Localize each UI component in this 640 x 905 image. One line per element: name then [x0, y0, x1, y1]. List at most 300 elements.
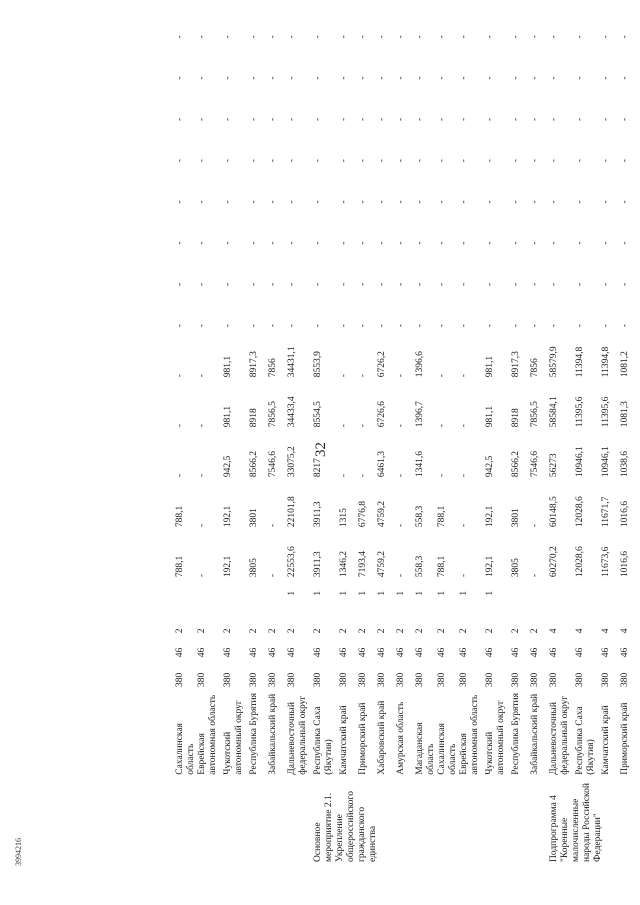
value-cell: - [358, 76, 368, 80]
value-cell: 34433,4 [287, 396, 297, 428]
value-cell: 10946,1 [601, 446, 611, 478]
value-cell: 1396,6 [415, 351, 425, 378]
table-row [223, 0, 249, 865]
value-cell: - [175, 241, 185, 245]
program-cell-empty [175, 778, 197, 865]
value-cell: - [287, 117, 297, 121]
value-cell: - [268, 35, 278, 39]
value-cell: - [485, 324, 495, 328]
value-cell: - [377, 200, 387, 204]
value-cell: 12028,6 [575, 496, 585, 528]
value-cell: 4759,2 [377, 550, 387, 578]
value-cell: - [396, 324, 406, 328]
value-cell: - [175, 35, 185, 39]
value-cell: - [396, 241, 406, 245]
value-cell: - [223, 35, 233, 39]
table-row [249, 0, 268, 865]
value-cell: - [485, 35, 495, 39]
program-cell-empty [197, 778, 223, 865]
region-cell: Приморский край [358, 702, 368, 775]
region-cell: Чукотский автономный округ [223, 700, 244, 775]
value-cell: - [313, 159, 323, 163]
value-cell: - [377, 241, 387, 245]
value-cell: - [437, 324, 447, 328]
value-cell: - [459, 324, 469, 328]
region-cell: Еврейская автономная область [459, 694, 480, 775]
value-cell: - [575, 76, 585, 80]
value-cell: - [339, 424, 349, 428]
marker-cell: 1 [485, 590, 495, 596]
value-cell: 788,1 [175, 555, 185, 578]
region-cell: Чукотский автономный округ [485, 700, 506, 775]
marker-cell: 1 [339, 590, 349, 596]
section-code-cell: 46 [530, 647, 540, 658]
value-cell: - [459, 35, 469, 39]
marker-cell [175, 580, 197, 598]
value-cell: - [358, 35, 368, 39]
region-cell: Забайкальский край [530, 693, 540, 775]
value-cell: 1341,6 [415, 451, 425, 478]
value-cell: - [549, 117, 559, 121]
value-cell: - [175, 282, 185, 286]
value-cell: 8918 [511, 408, 521, 428]
grbs-code-cell: 380 [197, 672, 207, 687]
value-cell: 192,1 [485, 555, 495, 578]
region-cell: Сахалинская область [437, 723, 458, 775]
value-cell: - [377, 117, 387, 121]
value-cell: - [530, 241, 540, 245]
value-cell: 3911,3 [313, 501, 323, 528]
subsection-code-cell: 4 [601, 628, 611, 634]
value-cell: 788,1 [437, 555, 447, 578]
value-cell: - [459, 117, 469, 121]
region-cell: Сахалинская область [175, 723, 196, 775]
value-cell: - [620, 241, 630, 245]
document-code: 3994216 [14, 838, 23, 866]
value-cell: 7193,4 [358, 550, 368, 578]
value-cell: - [437, 200, 447, 204]
value-cell: 6776,8 [358, 501, 368, 528]
value-cell: 33075,2 [287, 446, 297, 478]
value-cell: - [358, 241, 368, 245]
value-cell: - [601, 117, 611, 121]
value-cell: 3801 [511, 508, 521, 528]
grbs-code-cell: 380 [459, 672, 469, 687]
value-cell: - [339, 474, 349, 478]
section-code-cell: 46 [197, 647, 207, 658]
value-cell: - [339, 117, 349, 121]
marker-cell [511, 580, 530, 598]
value-cell: 942,5 [223, 455, 233, 478]
value-cell: - [175, 324, 185, 328]
region-cell: Дальневосточный федеральный округ [549, 695, 570, 775]
section-code-cell: 46 [339, 647, 349, 658]
region-cell: Республика Саха (Якутия) [575, 706, 596, 775]
grbs-code-cell: 380 [223, 672, 233, 687]
value-cell: - [620, 324, 630, 328]
value-cell: 58584,1 [549, 396, 559, 428]
section-code-cell: 46 [268, 647, 278, 658]
subsection-code-cell: 2 [377, 628, 387, 634]
value-cell: - [459, 374, 469, 378]
value-cell: - [358, 374, 368, 378]
value-cell: 8917,3 [249, 351, 259, 378]
budget-table [175, 0, 639, 865]
value-cell: 7856,5 [268, 401, 278, 428]
value-cell: - [377, 159, 387, 163]
value-cell: - [396, 159, 406, 163]
region-cell: Камчатский край [601, 705, 611, 775]
value-cell: - [197, 200, 207, 204]
value-cell: - [437, 424, 447, 428]
value-cell: - [175, 424, 185, 428]
value-cell: - [415, 159, 425, 163]
value-cell: 1016,6 [620, 550, 630, 578]
program-cell-empty [530, 778, 549, 865]
value-cell: - [339, 324, 349, 328]
value-cell: - [620, 76, 630, 80]
table-row [575, 0, 601, 865]
section-code-cell: 46 [377, 647, 387, 658]
table-row [459, 0, 485, 865]
value-cell: - [575, 200, 585, 204]
value-cell: 60270,2 [549, 546, 559, 578]
value-cell: - [511, 159, 521, 163]
marker-cell [575, 580, 601, 598]
value-cell: - [268, 573, 278, 578]
section-code-cell: 46 [459, 647, 469, 658]
subsection-code-cell: 2 [396, 628, 406, 634]
value-cell: 11673,6 [601, 546, 611, 578]
section-code-cell: 46 [549, 647, 559, 658]
grbs-code-cell: 380 [549, 672, 559, 687]
value-cell: - [549, 241, 559, 245]
subsection-code-cell: 2 [511, 628, 521, 634]
value-cell: - [339, 35, 349, 39]
value-cell: 3911,3 [313, 551, 323, 578]
value-cell: 8217 [313, 458, 323, 478]
region-cell: Амурская область [396, 701, 406, 775]
value-cell: - [530, 35, 540, 39]
subsection-code-cell: 2 [249, 628, 259, 634]
value-cell: - [396, 76, 406, 80]
value-cell: - [287, 241, 297, 245]
section-code-cell: 46 [511, 647, 521, 658]
program-cell-empty [268, 778, 287, 865]
value-cell: 10946,1 [575, 446, 585, 478]
value-cell: 1016,6 [620, 501, 630, 528]
value-cell: - [437, 76, 447, 80]
value-cell: - [549, 35, 559, 39]
value-cell: - [511, 76, 521, 80]
subsection-code-cell: 4 [575, 628, 585, 634]
value-cell: - [437, 117, 447, 121]
page-number: 32 [313, 442, 329, 457]
value-cell: - [530, 76, 540, 80]
region-cell: Еврейская автономная область [197, 694, 218, 775]
value-cell: 1396,7 [415, 401, 425, 428]
region-cell: Магаданская область [415, 722, 436, 775]
value-cell: - [601, 76, 611, 80]
value-cell: - [459, 282, 469, 286]
subsection-code-cell: 2 [358, 628, 368, 634]
value-cell: - [197, 159, 207, 163]
value-cell: - [415, 35, 425, 39]
value-cell: 1081,2 [620, 351, 630, 378]
section-code-cell: 46 [437, 647, 447, 658]
value-cell: - [530, 324, 540, 328]
value-cell: - [339, 241, 349, 245]
value-cell: - [620, 35, 630, 39]
value-cell: 8566,2 [249, 451, 259, 478]
value-cell: - [575, 241, 585, 245]
value-cell: - [197, 474, 207, 478]
value-cell: - [358, 117, 368, 121]
value-cell: 58579,9 [549, 346, 559, 378]
value-cell: - [223, 117, 233, 121]
subsection-code-cell: 2 [175, 628, 185, 634]
value-cell: - [511, 117, 521, 121]
value-cell: - [459, 474, 469, 478]
value-cell: 8917,3 [511, 351, 521, 378]
marker-cell [549, 580, 575, 598]
region-cell: Республика Саха (Якутия) [313, 706, 334, 775]
value-cell: - [358, 424, 368, 428]
value-cell: - [223, 324, 233, 328]
value-cell: - [601, 282, 611, 286]
value-cell: - [197, 282, 207, 286]
value-cell: 7546,6 [530, 451, 540, 478]
value-cell: - [549, 282, 559, 286]
value-cell: 192,1 [485, 505, 495, 528]
value-cell: - [249, 117, 259, 121]
value-cell: - [287, 35, 297, 39]
section-code-cell: 46 [313, 647, 323, 658]
value-cell: 1081,3 [620, 401, 630, 428]
value-cell: - [485, 117, 495, 121]
value-cell: - [197, 424, 207, 428]
value-cell: - [268, 159, 278, 163]
value-cell: - [223, 76, 233, 80]
program-cell: Подпрограмма 4 "Коренные малочисленные народы Российской Федерации" [549, 783, 603, 862]
value-cell: - [377, 324, 387, 328]
grbs-code-cell: 380 [575, 672, 585, 687]
value-cell: 788,1 [175, 505, 185, 528]
grbs-code-cell: 380 [437, 672, 447, 687]
marker-cell [197, 580, 223, 598]
grbs-code-cell: 380 [377, 672, 387, 687]
subsection-code-cell: 4 [620, 628, 630, 634]
grbs-code-cell: 380 [415, 672, 425, 687]
value-cell: 7856 [530, 358, 540, 378]
marker-cell: 1 [396, 590, 406, 596]
grbs-code-cell: 380 [620, 672, 630, 687]
region-cell: Республика Бурятия [511, 693, 521, 775]
value-cell: - [268, 76, 278, 80]
value-cell: - [459, 76, 469, 80]
marker-cell [223, 580, 249, 598]
value-cell: 56273 [549, 453, 559, 478]
value-cell: - [197, 324, 207, 328]
program-cell-empty [249, 778, 268, 865]
subsection-code-cell: 2 [339, 628, 349, 634]
value-cell: - [287, 159, 297, 163]
table-row [437, 0, 459, 865]
value-cell: - [415, 282, 425, 286]
value-cell: - [511, 200, 521, 204]
value-cell: 1038,6 [620, 451, 630, 478]
value-cell: - [268, 241, 278, 245]
value-cell: - [437, 282, 447, 286]
value-cell: - [396, 424, 406, 428]
value-cell: - [223, 282, 233, 286]
value-cell: - [223, 241, 233, 245]
grbs-code-cell: 380 [268, 672, 278, 687]
grbs-code-cell: 380 [358, 672, 368, 687]
value-cell: 60148,5 [549, 496, 559, 528]
value-cell: - [175, 76, 185, 80]
subsection-code-cell: 2 [223, 628, 233, 634]
subsection-code-cell: 2 [530, 628, 540, 634]
program-cell: Основное мероприятие 2.1. Укрепление общероссийского гражданского единства [313, 791, 378, 862]
value-cell: 11671,7 [601, 496, 611, 528]
value-cell: 22101,8 [287, 496, 297, 528]
value-cell: - [415, 200, 425, 204]
value-cell: - [620, 200, 630, 204]
value-cell: - [313, 76, 323, 80]
section-code-cell: 46 [249, 647, 259, 658]
value-cell: - [511, 35, 521, 39]
value-cell: - [358, 324, 368, 328]
section-code-cell: 46 [415, 647, 425, 658]
value-cell: 34431,1 [287, 346, 297, 378]
value-cell: - [511, 282, 521, 286]
value-cell: - [339, 282, 349, 286]
subsection-code-cell: 2 [268, 628, 278, 634]
value-cell: 1315 [339, 508, 349, 528]
value-cell: - [530, 573, 540, 578]
table-row [313, 0, 339, 865]
section-code-cell: 46 [223, 647, 233, 658]
value-cell: - [313, 200, 323, 204]
value-cell: - [249, 159, 259, 163]
value-cell: 192,1 [223, 505, 233, 528]
value-cell: 1346,2 [339, 550, 349, 578]
value-cell: - [249, 35, 259, 39]
grbs-code-cell: 380 [313, 672, 323, 687]
value-cell: - [358, 200, 368, 204]
value-cell: - [437, 374, 447, 378]
value-cell: - [530, 523, 540, 528]
grbs-code-cell: 380 [287, 672, 297, 687]
marker-cell: 1 [358, 590, 368, 596]
value-cell: - [249, 76, 259, 80]
grbs-code-cell: 380 [485, 672, 495, 687]
value-cell: 6726,2 [377, 351, 387, 378]
value-cell: 3805 [511, 558, 521, 578]
value-cell: - [437, 241, 447, 245]
value-cell: - [575, 282, 585, 286]
value-cell: - [197, 523, 207, 528]
subsection-code-cell: 2 [287, 628, 297, 634]
value-cell: - [485, 76, 495, 80]
value-cell: - [437, 35, 447, 39]
value-cell: - [339, 374, 349, 378]
table-row [485, 0, 511, 865]
value-cell: - [620, 159, 630, 163]
value-cell: - [396, 474, 406, 478]
value-cell: - [313, 241, 323, 245]
table-row [358, 0, 377, 865]
value-cell: - [223, 159, 233, 163]
value-cell: - [575, 117, 585, 121]
value-cell: - [268, 117, 278, 121]
table-row [175, 0, 197, 865]
program-cell-empty [511, 778, 530, 865]
value-cell: - [197, 117, 207, 121]
value-cell: - [197, 374, 207, 378]
section-code-cell: 46 [287, 647, 297, 658]
value-cell: 8918 [249, 408, 259, 428]
value-cell: 6461,3 [377, 451, 387, 478]
program-cell-empty [287, 778, 313, 865]
section-code-cell: 46 [620, 647, 630, 658]
value-cell: - [268, 523, 278, 528]
value-cell: - [459, 573, 469, 578]
value-cell: 192,1 [223, 555, 233, 578]
value-cell: - [549, 76, 559, 80]
value-cell: 3805 [249, 558, 259, 578]
table-row [530, 0, 549, 865]
value-cell: - [485, 282, 495, 286]
value-cell: - [396, 523, 406, 528]
value-cell: - [339, 200, 349, 204]
value-cell: - [223, 200, 233, 204]
grbs-code-cell: 380 [175, 672, 185, 687]
table-row [268, 0, 287, 865]
marker-cell: 1 [287, 590, 297, 596]
value-cell: - [575, 324, 585, 328]
value-cell: - [485, 241, 495, 245]
table-row [197, 0, 223, 865]
value-cell: - [549, 324, 559, 328]
section-code-cell: 46 [601, 647, 611, 658]
value-cell: 3801 [249, 508, 259, 528]
subsection-code-cell: 2 [485, 628, 495, 634]
region-cell: Приморский край [620, 702, 630, 775]
value-cell: - [249, 241, 259, 245]
value-cell: 7856 [268, 358, 278, 378]
table-row [377, 0, 396, 865]
value-cell: - [620, 282, 630, 286]
grbs-code-cell: 380 [530, 672, 540, 687]
value-cell: - [339, 159, 349, 163]
region-cell: Дальневосточный федеральный округ [287, 695, 308, 775]
value-cell: - [197, 573, 207, 578]
value-cell: 22553,6 [287, 546, 297, 578]
value-cell: - [601, 35, 611, 39]
value-cell: - [287, 324, 297, 328]
subsection-code-cell: 2 [197, 628, 207, 634]
table-row [287, 0, 313, 865]
value-cell: - [530, 159, 540, 163]
program-cell-empty [223, 778, 249, 865]
value-cell: - [313, 282, 323, 286]
subsection-code-cell: 2 [437, 628, 447, 634]
section-code-cell: 46 [358, 647, 368, 658]
value-cell: - [268, 282, 278, 286]
value-cell: - [575, 159, 585, 163]
